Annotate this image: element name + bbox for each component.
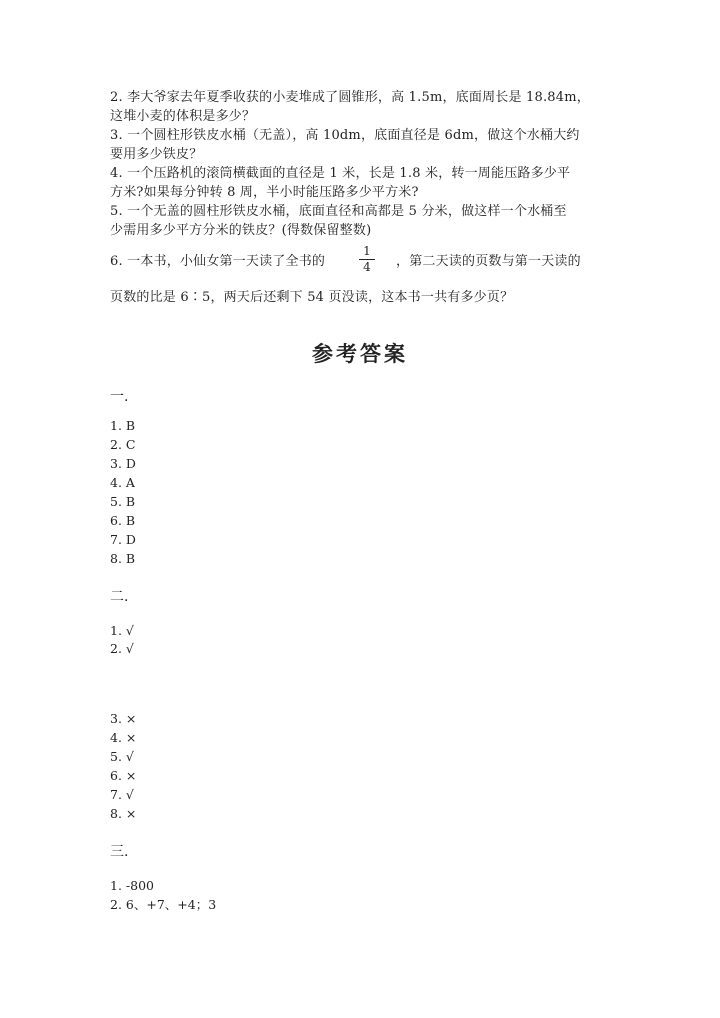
answer-1-4: 4. A: [110, 475, 135, 490]
answers-title: 参考答案: [312, 341, 408, 366]
question-4-line-1: 4. 一个压路机的滚筒横截面的直径是 1 米，长是 1.8 米，转一周能压路多少平: [110, 166, 571, 181]
question-6-line-1-part-b: ，第二天读的页数与第一天读的: [396, 254, 581, 269]
question-2-line-2: 这堆小麦的体积是多少？: [110, 109, 256, 124]
answer-3-1: 1. -800: [110, 878, 154, 893]
answer-2-8: 8. ×: [110, 806, 137, 821]
answer-2-5: 5. √: [110, 749, 134, 764]
section-3-heading: 三.: [110, 844, 129, 860]
question-2-line-1: 2. 李大爷家去年夏季收获的小麦堆成了圆锥形，高 1.5m，底面周长是 18.84m，: [110, 90, 590, 105]
answer-1-8: 8. B: [110, 551, 136, 566]
answer-2-1: 1. √: [110, 623, 134, 638]
answer-2-3: 3. ×: [110, 711, 137, 726]
answer-1-6: 6. B: [110, 513, 136, 528]
question-5-line-2: 少需用多少平方分米的铁皮？(得数保留整数): [110, 223, 372, 238]
answer-2-6: 6. ×: [110, 768, 137, 783]
answer-1-1: 1. B: [110, 418, 136, 433]
answer-3-2: 2. 6、+7、+4；3: [110, 897, 217, 912]
section-2-heading: 二.: [110, 589, 129, 605]
answer-1-7: 7. D: [110, 532, 136, 547]
question-6-line-1-part-a: 6. 一本书，小仙女第一天读了全书的: [110, 254, 326, 269]
answer-1-5: 5. B: [110, 494, 136, 509]
answer-1-2: 2. C: [110, 437, 136, 452]
answer-1-3: 3. D: [110, 456, 136, 471]
answer-2-4: 4. ×: [110, 730, 137, 745]
question-3-line-2: 要用多少铁皮？: [110, 147, 203, 162]
question-5-line-1: 5. 一个无盖的圆柱形铁皮水桶，底面直径和高都是 5 分米，做这样一个水桶至: [110, 204, 567, 219]
question-3-line-1: 3. 一个圆柱形铁皮水桶（无盖），高 10dm，底面直径是 6dm，做这个水桶大约: [110, 128, 580, 143]
question-6-line-2: 页数的比是 6∶5，两天后还剩下 54 页没读，这本书一共有多少页？: [110, 290, 514, 305]
question-4-line-2: 方米?如果每分钟转 8 周，半小时能压路多少平方米?: [110, 185, 419, 200]
answer-2-2: 2. √: [110, 641, 134, 656]
fraction-numerator: 1: [363, 244, 371, 258]
section-1-heading: 一.: [110, 389, 129, 405]
fraction-denominator: 4: [363, 260, 371, 274]
fraction-one-quarter: [359, 245, 375, 274]
answer-2-7: 7. √: [110, 787, 134, 802]
